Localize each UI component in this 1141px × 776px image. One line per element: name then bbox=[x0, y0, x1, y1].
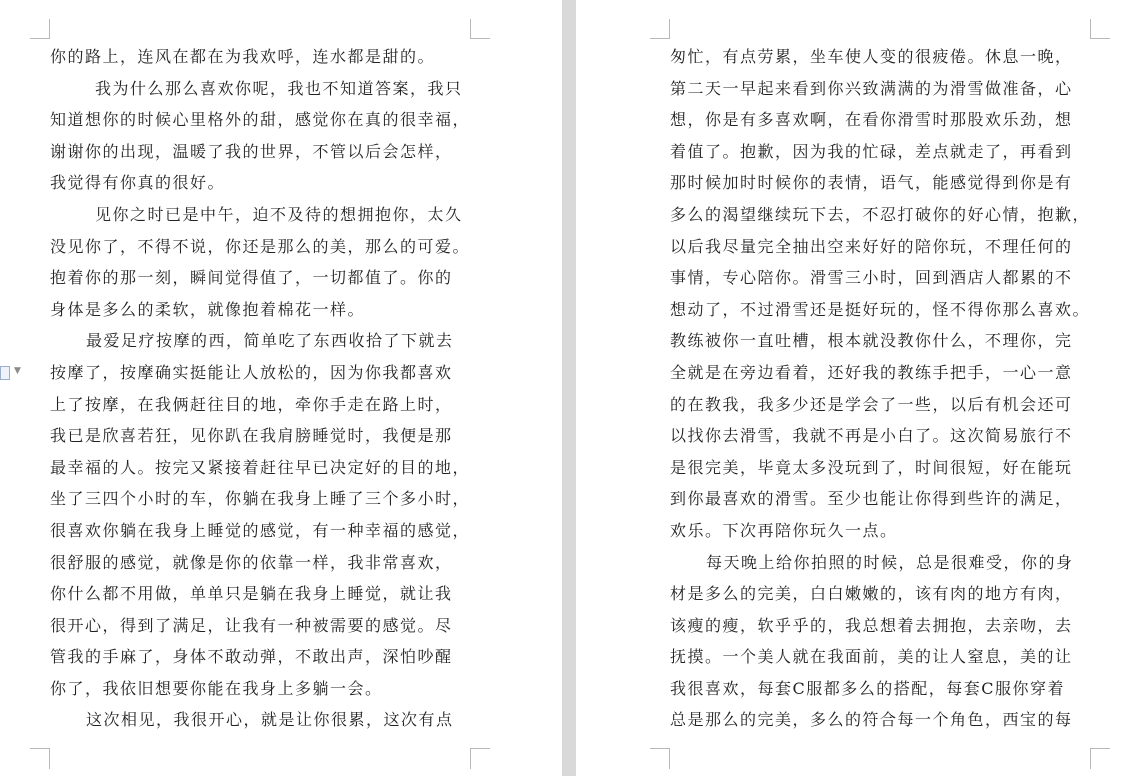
crop-mark bbox=[1090, 748, 1110, 749]
text-line: 的在教我，我多少还是学会了一些，以后有机会还可 bbox=[670, 394, 1073, 414]
page-left bbox=[0, 0, 562, 776]
text-line: 我已是欣喜若狂，见你趴在我肩膀睡觉时，我便是那 bbox=[50, 426, 453, 446]
page-text[interactable] bbox=[670, 41, 1090, 736]
text-line: 抚摸。一个美人就在我面前，美的让人窒息，美的让 bbox=[670, 647, 1073, 667]
crop-mark bbox=[49, 19, 50, 39]
crop-mark bbox=[669, 19, 670, 39]
text-line: 知道想你的时候心里格外的甜，感觉你在真的很幸福， bbox=[50, 110, 471, 130]
text-line: 最爱足疗按摩的西，简单吃了东西收拾了下就去 bbox=[86, 331, 454, 351]
document-icon bbox=[0, 366, 10, 380]
page-gutter bbox=[562, 0, 576, 776]
text-line: 我很喜欢，每套C服都多么的搭配，每套C服你穿着 bbox=[670, 678, 1065, 698]
text-line: 第二天一早起来看到你兴致满满的为滑雪做准备，心 bbox=[670, 78, 1073, 98]
text-line: 坐了三四个小时的车，你躺在我身上睡了三个多小时， bbox=[50, 489, 471, 509]
text-line: 抱着你的那一刻，瞬间觉得值了，一切都值了。你的 bbox=[50, 268, 453, 288]
crop-mark bbox=[650, 748, 670, 749]
crop-mark bbox=[1090, 38, 1110, 39]
text-line: 最幸福的人。按完又紧接着赶往早已决定好的目的地， bbox=[50, 457, 471, 477]
text-line: 着值了。抱歉，因为我的忙碌，差点就走了，再看到 bbox=[670, 141, 1073, 161]
text-line: 身体是多么的柔软，就像抱着棉花一样。 bbox=[50, 299, 366, 319]
crop-mark bbox=[49, 749, 50, 769]
text-line: 是很完美，毕竟太多没玩到了，时间很短，好在能玩 bbox=[670, 457, 1073, 477]
text-line: 我为什么那么喜欢你呢，我也不知道答案，我只 bbox=[95, 78, 463, 98]
dropdown-arrow-icon: ▼ bbox=[14, 366, 21, 376]
text-line: 材是多么的完美，白白嫩嫩的，该有肉的地方有肉， bbox=[670, 584, 1073, 604]
text-line: 以后我尽量完全抽出空来好好的陪你玩，不理任何的 bbox=[670, 236, 1073, 256]
text-line: 想，你是有多喜欢啊，在看你滑雪时那股欢乐劲，想 bbox=[670, 110, 1073, 130]
crop-mark bbox=[30, 748, 50, 749]
crop-mark bbox=[1090, 749, 1091, 769]
text-line: 全就是在旁边看着，还好我的教练手把手，一心一意 bbox=[670, 362, 1073, 382]
text-line: 谢谢你的出现，温暖了我的世界，不管以后会怎样， bbox=[50, 141, 453, 161]
text-line: 每天晚上给你拍照的时候，总是很难受，你的身 bbox=[706, 552, 1074, 572]
text-line: 欢乐。下次再陪你玩久一点。 bbox=[670, 520, 898, 540]
text-line: 管我的手麻了，身体不敢动弹，不敢出声，深怕吵醒 bbox=[50, 647, 453, 667]
crop-mark bbox=[470, 19, 471, 39]
text-line: 事情，专心陪你。滑雪三小时，回到酒店人都累的不 bbox=[670, 268, 1073, 288]
text-line: 总是那么的完美，多么的符合每一个角色，西宝的每 bbox=[670, 710, 1073, 730]
text-line: 很喜欢你躺在我身上睡觉的感觉，有一种幸福的感觉， bbox=[50, 520, 471, 540]
text-line: 这次相见，我很开心，就是让你很累，这次有点 bbox=[86, 710, 454, 730]
text-line: 上了按摩，在我俩赶往目的地，牵你手走在路上时， bbox=[50, 394, 453, 414]
text-line: 很舒服的感觉，就像是你的依靠一样，我非常喜欢， bbox=[50, 552, 453, 572]
text-line: 你了，我依旧想要你能在我身上多躺一会。 bbox=[50, 678, 383, 698]
crop-mark bbox=[669, 749, 670, 769]
crop-mark bbox=[650, 38, 670, 39]
text-line: 多么的渴望继续玩下去，不忍打破你的好心情，抱歉， bbox=[670, 204, 1091, 224]
text-line: 按摩了，按摩确实挺能让人放松的，因为你我都喜欢 bbox=[50, 362, 453, 382]
crop-mark bbox=[470, 38, 490, 39]
text-line: 那时候加时时候你的表情，语气，能感觉得到你是有 bbox=[670, 173, 1073, 193]
crop-mark bbox=[470, 749, 471, 769]
text-line: 匆忙，有点劳累，坐车使人变的很疲倦。休息一晚， bbox=[670, 47, 1073, 66]
text-line: 你的路上，连风在都在为我欢呼，连水都是甜的。 bbox=[50, 47, 436, 66]
page-text[interactable] bbox=[50, 41, 470, 736]
paragraph-options-icon[interactable] bbox=[0, 366, 22, 380]
text-line: 见你之时已是中午，迫不及待的想拥抱你，太久 bbox=[95, 204, 463, 224]
text-line: 教练被你一直吐槽，根本就没教你什么，不理你，完 bbox=[670, 331, 1073, 351]
text-line: 以找你去滑雪，我就不再是小白了。这次简易旅行不 bbox=[670, 426, 1073, 446]
text-line: 没见你了，不得不说，你还是那么的美，那么的可爱。 bbox=[50, 236, 471, 256]
text-line: 想动了，不过滑雪还是挺好玩的，怪不得你那么喜欢。 bbox=[670, 299, 1091, 319]
text-line: 你什么都不用做，单单只是躺在我身上睡觉，就让我 bbox=[50, 584, 453, 604]
crop-mark bbox=[30, 38, 50, 39]
text-line: 我觉得有你真的很好。 bbox=[50, 173, 226, 193]
text-line: 很开心，得到了满足，让我有一种被需要的感觉。尽 bbox=[50, 615, 453, 635]
crop-mark bbox=[1090, 19, 1091, 39]
text-line: 到你最喜欢的滑雪。至少也能让你得到些许的满足， bbox=[670, 489, 1073, 509]
crop-mark bbox=[470, 748, 490, 749]
page-right bbox=[576, 0, 1141, 776]
text-line: 该瘦的瘦，软乎乎的，我总想着去拥抱，去亲吻，去 bbox=[670, 615, 1073, 635]
